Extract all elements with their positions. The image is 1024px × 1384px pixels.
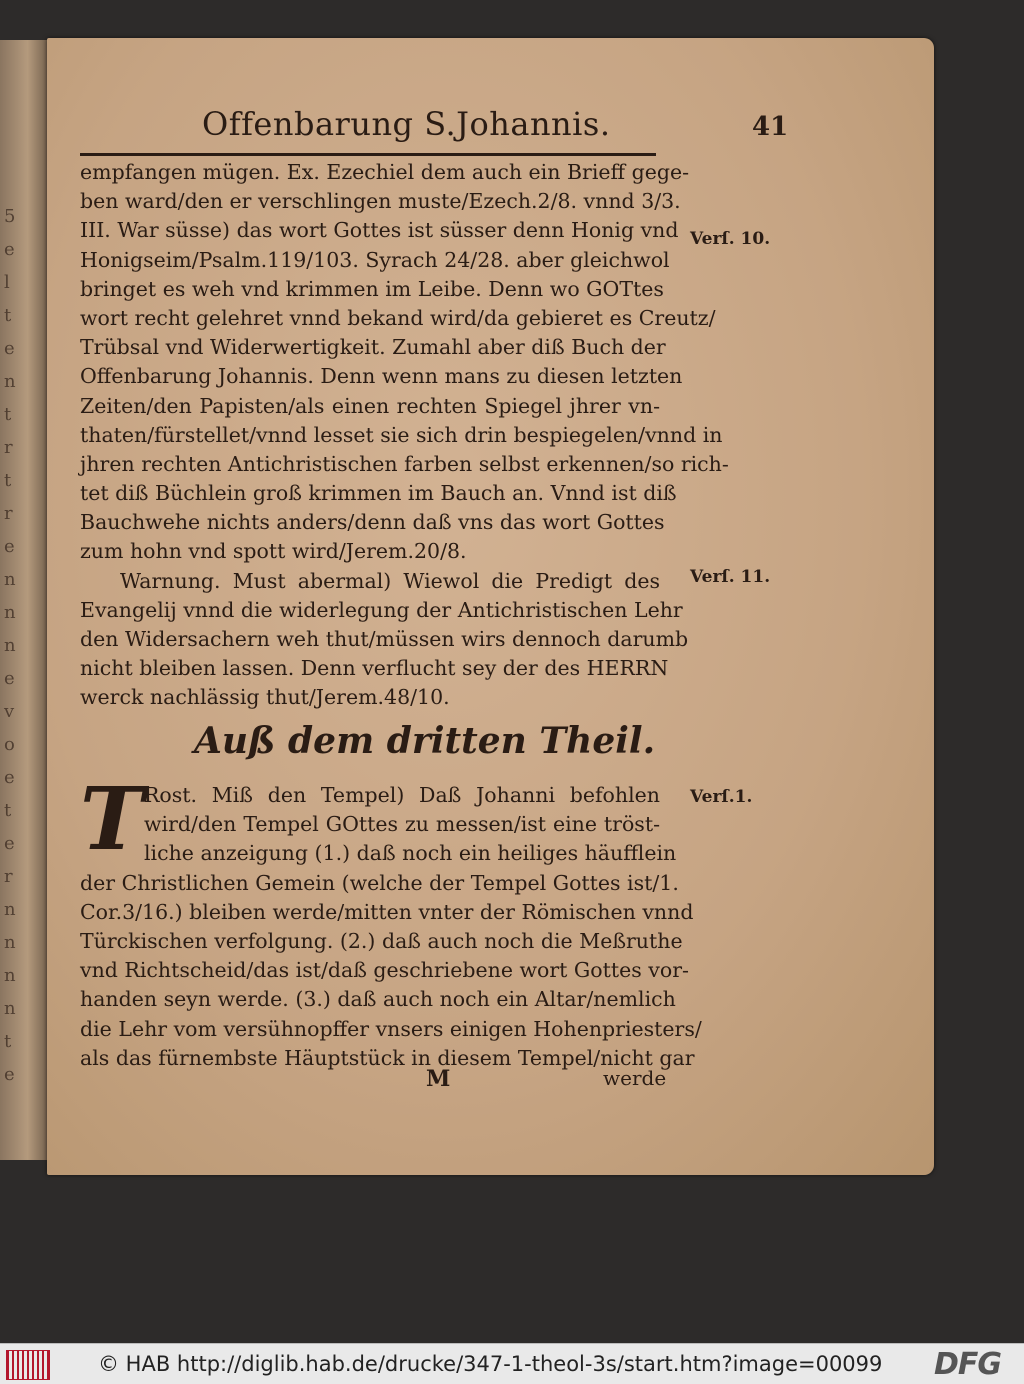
previous-page-letter: e — [4, 1064, 15, 1085]
section-line: der Christlichen Gemein (welche der Tempel Gottes ist/1. — [80, 870, 679, 895]
previous-page-letter: e — [4, 767, 15, 788]
body-line: empfangen mügen. Ex. Ezechiel dem auch ein Brieff gege- — [80, 160, 690, 184]
previous-page-letter: 5 — [4, 206, 16, 227]
previous-page-letter: n — [4, 569, 16, 590]
previous-page-letter: v — [4, 701, 15, 722]
previous-page-letter: e — [4, 536, 15, 557]
section-line: vnd Richtscheid/das ist/daß geschriebene wort Gottes vor- — [80, 958, 689, 983]
body-line: Zeiten/den Papisten/als einen rechten Spiegel jhrer vn- — [80, 393, 660, 418]
catchword: werde — [603, 1066, 667, 1090]
body-line: Bauchwehe nichts anders/denn daß vns das wort Gottes — [80, 510, 665, 535]
section-line: handen seyn werde. (3.) daß auch noch ein Altar/nemlich — [80, 987, 676, 1012]
signature-mark: M — [426, 1066, 451, 1092]
previous-page-letter: t — [4, 305, 12, 326]
body-line: zum hohn vnd spott wird/Jerem.20/8. — [80, 539, 467, 564]
body-line: Honigseim/Psalm.119/103. Syrach 24/28. aber gleichwol — [80, 247, 670, 272]
section-heading: Auß dem dritten Theil. — [194, 720, 656, 762]
body-text — [80, 158, 729, 713]
body-line: Offenbarung Johannis. Denn wenn mans zu diesen letzten — [80, 364, 683, 389]
body-line: Evangelij vnnd die widerlegung der Antichristischen Lehr — [80, 597, 683, 622]
body-line: jhren rechten Antichristischen farben selbst erkennen/so rich- — [80, 451, 729, 476]
page-number: 41 — [752, 112, 789, 142]
header-rule — [80, 153, 656, 156]
footer-bar — [0, 1343, 1024, 1384]
previous-page-letter: o — [4, 734, 15, 755]
previous-page-letter: r — [4, 437, 13, 458]
section-line: wird/den Tempel GOttes zu messen/ist eine tröst- — [144, 812, 660, 837]
margin-note-verse-1: Verſ.1. — [690, 787, 753, 807]
body-line: III. War süsse) das wort Gottes ist süsser denn Honig vnd — [80, 218, 679, 243]
section-line: Türckischen verfolgung. (2.) daß auch noch die Meßruthe — [80, 928, 683, 953]
margin-note-verse-11: Verſ. 11. — [690, 567, 771, 587]
previous-page-letter: r — [4, 503, 13, 524]
previous-page-letter: e — [4, 668, 15, 689]
previous-page-margin-text — [4, 200, 44, 1091]
section-line: Rost. Miß den Tempel) Daß Johanni befohlen — [144, 783, 660, 807]
body-line: tet diß Büchlein groß krimmen im Bauch an. Vnnd ist diß — [80, 481, 677, 506]
previous-page-letter: e — [4, 338, 15, 359]
section-text — [80, 781, 702, 1073]
previous-page-letter: e — [4, 833, 15, 854]
margin-note-verse-10: Verſ. 10. — [690, 229, 771, 249]
previous-page-letter: n — [4, 899, 16, 920]
body-line: Warnung. Must abermal) Wiewol die Predigt des — [120, 568, 660, 593]
body-line: werck nachlässig thut/Jerem.48/10. — [80, 685, 450, 710]
previous-page-edge — [0, 40, 52, 1160]
previous-page-letter: n — [4, 602, 16, 623]
previous-page-letter: t — [4, 1031, 12, 1052]
previous-page-letter: n — [4, 635, 16, 656]
section-line: als das fürnembste Häuptstück in diesem Tempel/nicht gar — [80, 1045, 695, 1070]
previous-page-letter: n — [4, 371, 16, 392]
body-line: thaten/fürstellet/vnnd lesset sie sich drin bespiegelen/vnnd in — [80, 422, 723, 447]
body-line: nicht bleiben lassen. Denn verflucht sey der des HERRN — [80, 656, 669, 681]
drop-cap-initial: T — [80, 769, 144, 870]
previous-page-letter: n — [4, 965, 16, 986]
section-line: Cor.3/16.) bleiben werde/mitten vnter der Römischen vnnd — [80, 899, 694, 924]
running-header-title: Offenbarung S.Johannis. — [202, 105, 611, 143]
previous-page-letter: r — [4, 866, 13, 887]
previous-page-letter: t — [4, 800, 12, 821]
body-line: bringet es weh vnd krimmen im Leibe. Denn wo GOTtes — [80, 276, 664, 301]
section-line: die Lehr vom versühnopffer vnsers einigen Hohenpriesters/ — [80, 1016, 702, 1041]
previous-page-letter: e — [4, 239, 15, 260]
body-line: ben ward/den er verschlingen muste/Ezech.2/8. vnnd 3/3. — [80, 189, 681, 214]
dfg-logo[interactable]: DFG — [934, 1347, 1002, 1382]
previous-page-letter: t — [4, 470, 12, 491]
previous-page-letter: n — [4, 998, 16, 1019]
body-line: Trübsal vnd Widerwertigkeit. Zumahl aber diß Buch der — [80, 335, 666, 360]
section-line: liche anzeigung (1.) daß noch ein heiliges häufflein — [144, 841, 677, 866]
previous-page-letter: t — [4, 404, 12, 425]
previous-page-letter: n — [4, 932, 16, 953]
body-line: den Widersachern weh thut/müssen wirs dennoch darumb — [80, 627, 689, 651]
body-line: wort recht gelehret vnnd bekand wird/da gebieret es Creutz/ — [80, 305, 716, 330]
previous-page-letter: l — [4, 272, 10, 293]
copyright-url[interactable]: © HAB http://diglib.hab.de/drucke/347-1-theol-3s/start.htm?image=00099 — [98, 1352, 883, 1376]
barcode-icon[interactable] — [6, 1350, 50, 1380]
